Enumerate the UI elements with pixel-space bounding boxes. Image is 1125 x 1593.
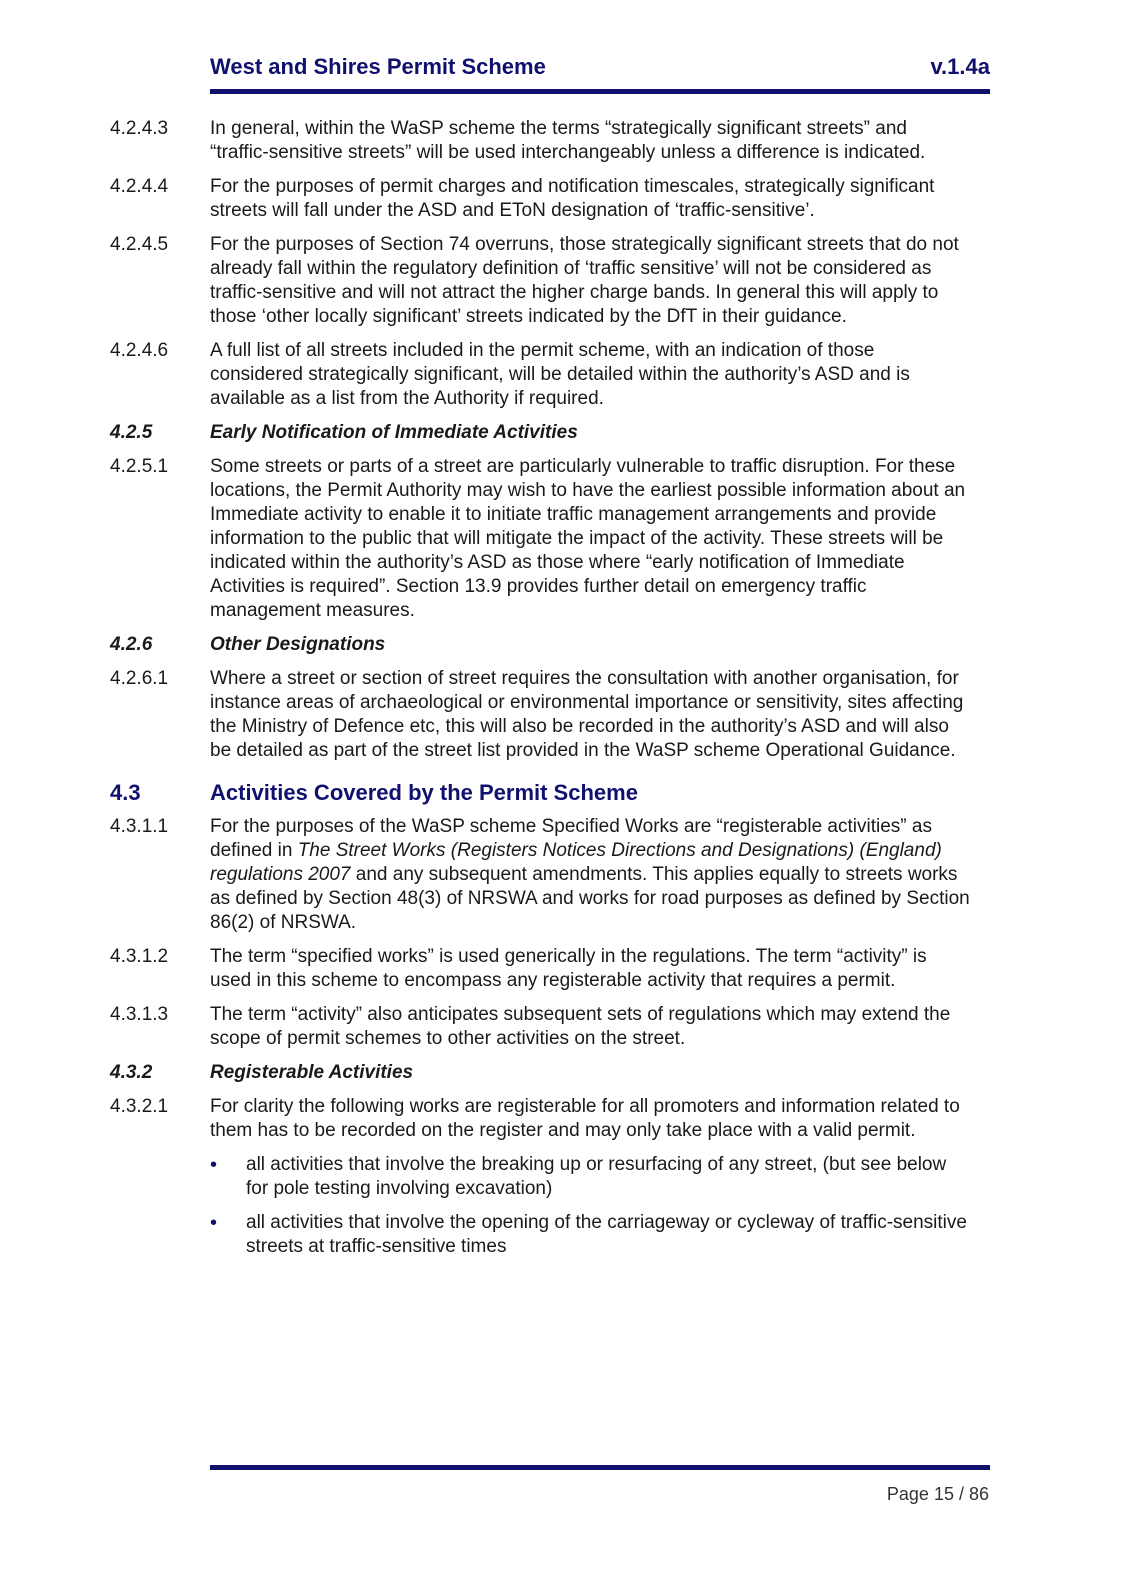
paragraph-number: 4.3.1.1 (110, 816, 169, 837)
paragraph-text-start: For the purposes of the WaSP scheme Specified Works are “registerable activities” as defined in (210, 816, 932, 861)
paragraph-text: Some streets or parts of a street are particularly vulnerable to traffic disruption. For these locations, the Permit Authority may wish to have the earliest possible information about an Immediate activity to enable it to initiate traffic management arrangements and provide information to the public that will mitigate the impact of the activity. These streets will be indicated within the authority’s ASD as those where “early notification of Immediate Activities is required”. Section 13.9 provides further detail on emergency traffic management measures. (210, 456, 966, 621)
header-title: West and Shires Permit Scheme (210, 54, 546, 79)
subheading-number: 4.2.5 (110, 422, 153, 443)
paragraph-number: 4.3.2.1 (110, 1096, 169, 1117)
section-title: Activities Covered by the Permit Scheme (210, 780, 638, 805)
paragraph-number: 4.3.1.3 (110, 1004, 169, 1025)
subheading-number: 4.3.2 (110, 1062, 153, 1083)
regulation-reference: The Street Works (Registers Notices Directions and Designations) (England) regulations 2007 (210, 840, 942, 885)
paragraph-number: 4.2.6.1 (110, 668, 169, 689)
paragraph-text: A full list of all streets included in the permit scheme, with an indication of those considered strategically significant, will be detailed within the authority’s ASD and is available as a list from the Authority if required. (210, 340, 910, 409)
header-rule (210, 89, 990, 94)
list-item: • all activities that involve the opening of the carriageway or cycleway of traffic-sensitive streets at traffic-sensitive times (246, 1211, 970, 1259)
paragraph-4-3-1-2 (110, 945, 970, 993)
paragraph-text: The term “activity” also anticipates subsequent sets of regulations which may extend the scope of permit schemes to other activities on the street. (210, 1004, 951, 1049)
subheading-4-2-6 (110, 633, 970, 657)
header-version: v.1.4a (930, 54, 990, 79)
paragraph-text: For the purposes of Section 74 overruns, those strategically significant streets that do not already fall within the regulatory definition of ‘traffic sensitive’ will not be considered as traffic-sensitive and will not attract the higher charge bands. In general this will apply to those ‘other locally significant’ streets indicated by the DfT in their guidance. (210, 234, 959, 327)
paragraph-text: For the purposes of permit charges and notification timescales, strategically significant streets will fall under the ASD and EToN designation of ‘traffic-sensitive’. (210, 176, 935, 221)
document-body (110, 117, 970, 1269)
paragraph-4-3-2-1 (110, 1095, 970, 1143)
paragraph-number: 4.2.4.5 (110, 234, 169, 255)
paragraph-4-3-1-1 (110, 815, 970, 935)
paragraph-number: 4.2.4.3 (110, 118, 169, 139)
paragraph-number: 4.3.1.2 (110, 946, 169, 967)
subheading-4-2-5 (110, 421, 970, 445)
subheading-text: Registerable Activities (210, 1062, 414, 1083)
paragraph-4-2-4-6 (110, 339, 970, 411)
paragraph-number: 4.2.4.6 (110, 340, 169, 361)
paragraph-text: In general, within the WaSP scheme the terms “strategically significant streets” and “traffic-sensitive streets” will be used interchangeably unless a difference is indicated. (210, 118, 926, 163)
paragraph-4-2-4-4 (110, 175, 970, 223)
paragraph-text: The term “specified works” is used generically in the regulations. The term “activity” is used in this scheme to encompass any registerable activity that requires a permit. (210, 946, 927, 991)
paragraph-4-2-5-1 (110, 455, 970, 623)
subheading-text: Other Designations (210, 634, 386, 655)
paragraph-4-3-1-3 (110, 1003, 970, 1051)
paragraph-4-2-4-3 (110, 117, 970, 165)
page-number: Page 15 / 86 (886, 1484, 989, 1504)
paragraph-4-2-4-5 (110, 233, 970, 329)
list-item: • all activities that involve the breaking up or resurfacing of any street, (but see below for pole testing involving excavation) (246, 1153, 970, 1201)
paragraph-4-2-6-1 (110, 667, 970, 763)
subheading-text: Early Notification of Immediate Activities (210, 422, 578, 443)
paragraph-number: 4.2.5.1 (110, 456, 169, 477)
section-heading-4-3 (110, 779, 970, 807)
paragraph-text-end: and any subsequent amendments. This applies equally to streets works as defined by Section 48(3) of NRSWA and works for road purposes as defined by Section 86(2) of NRSWA. (210, 864, 970, 933)
section-number: 4.3 (110, 780, 141, 805)
paragraph-text: Where a street or section of street requires the consultation with another organisation, for instance areas of archaeological or environmental importance or sensitivity, sites affecting the Ministry of Defence etc, this will also be recorded in the authority’s ASD and will also be detailed as part of the street list provided in the WaSP scheme Operational Guidance. (210, 668, 964, 761)
paragraph-text: For clarity the following works are registerable for all promoters and information related to them has to be recorded on the register and may only take place with a valid permit. (210, 1096, 960, 1141)
subheading-number: 4.2.6 (110, 634, 153, 655)
paragraph-number: 4.2.4.4 (110, 176, 169, 197)
footer-rule (210, 1465, 990, 1470)
registerable-activities-list (110, 1153, 970, 1259)
subheading-4-3-2 (110, 1061, 970, 1085)
page-header (210, 50, 990, 94)
